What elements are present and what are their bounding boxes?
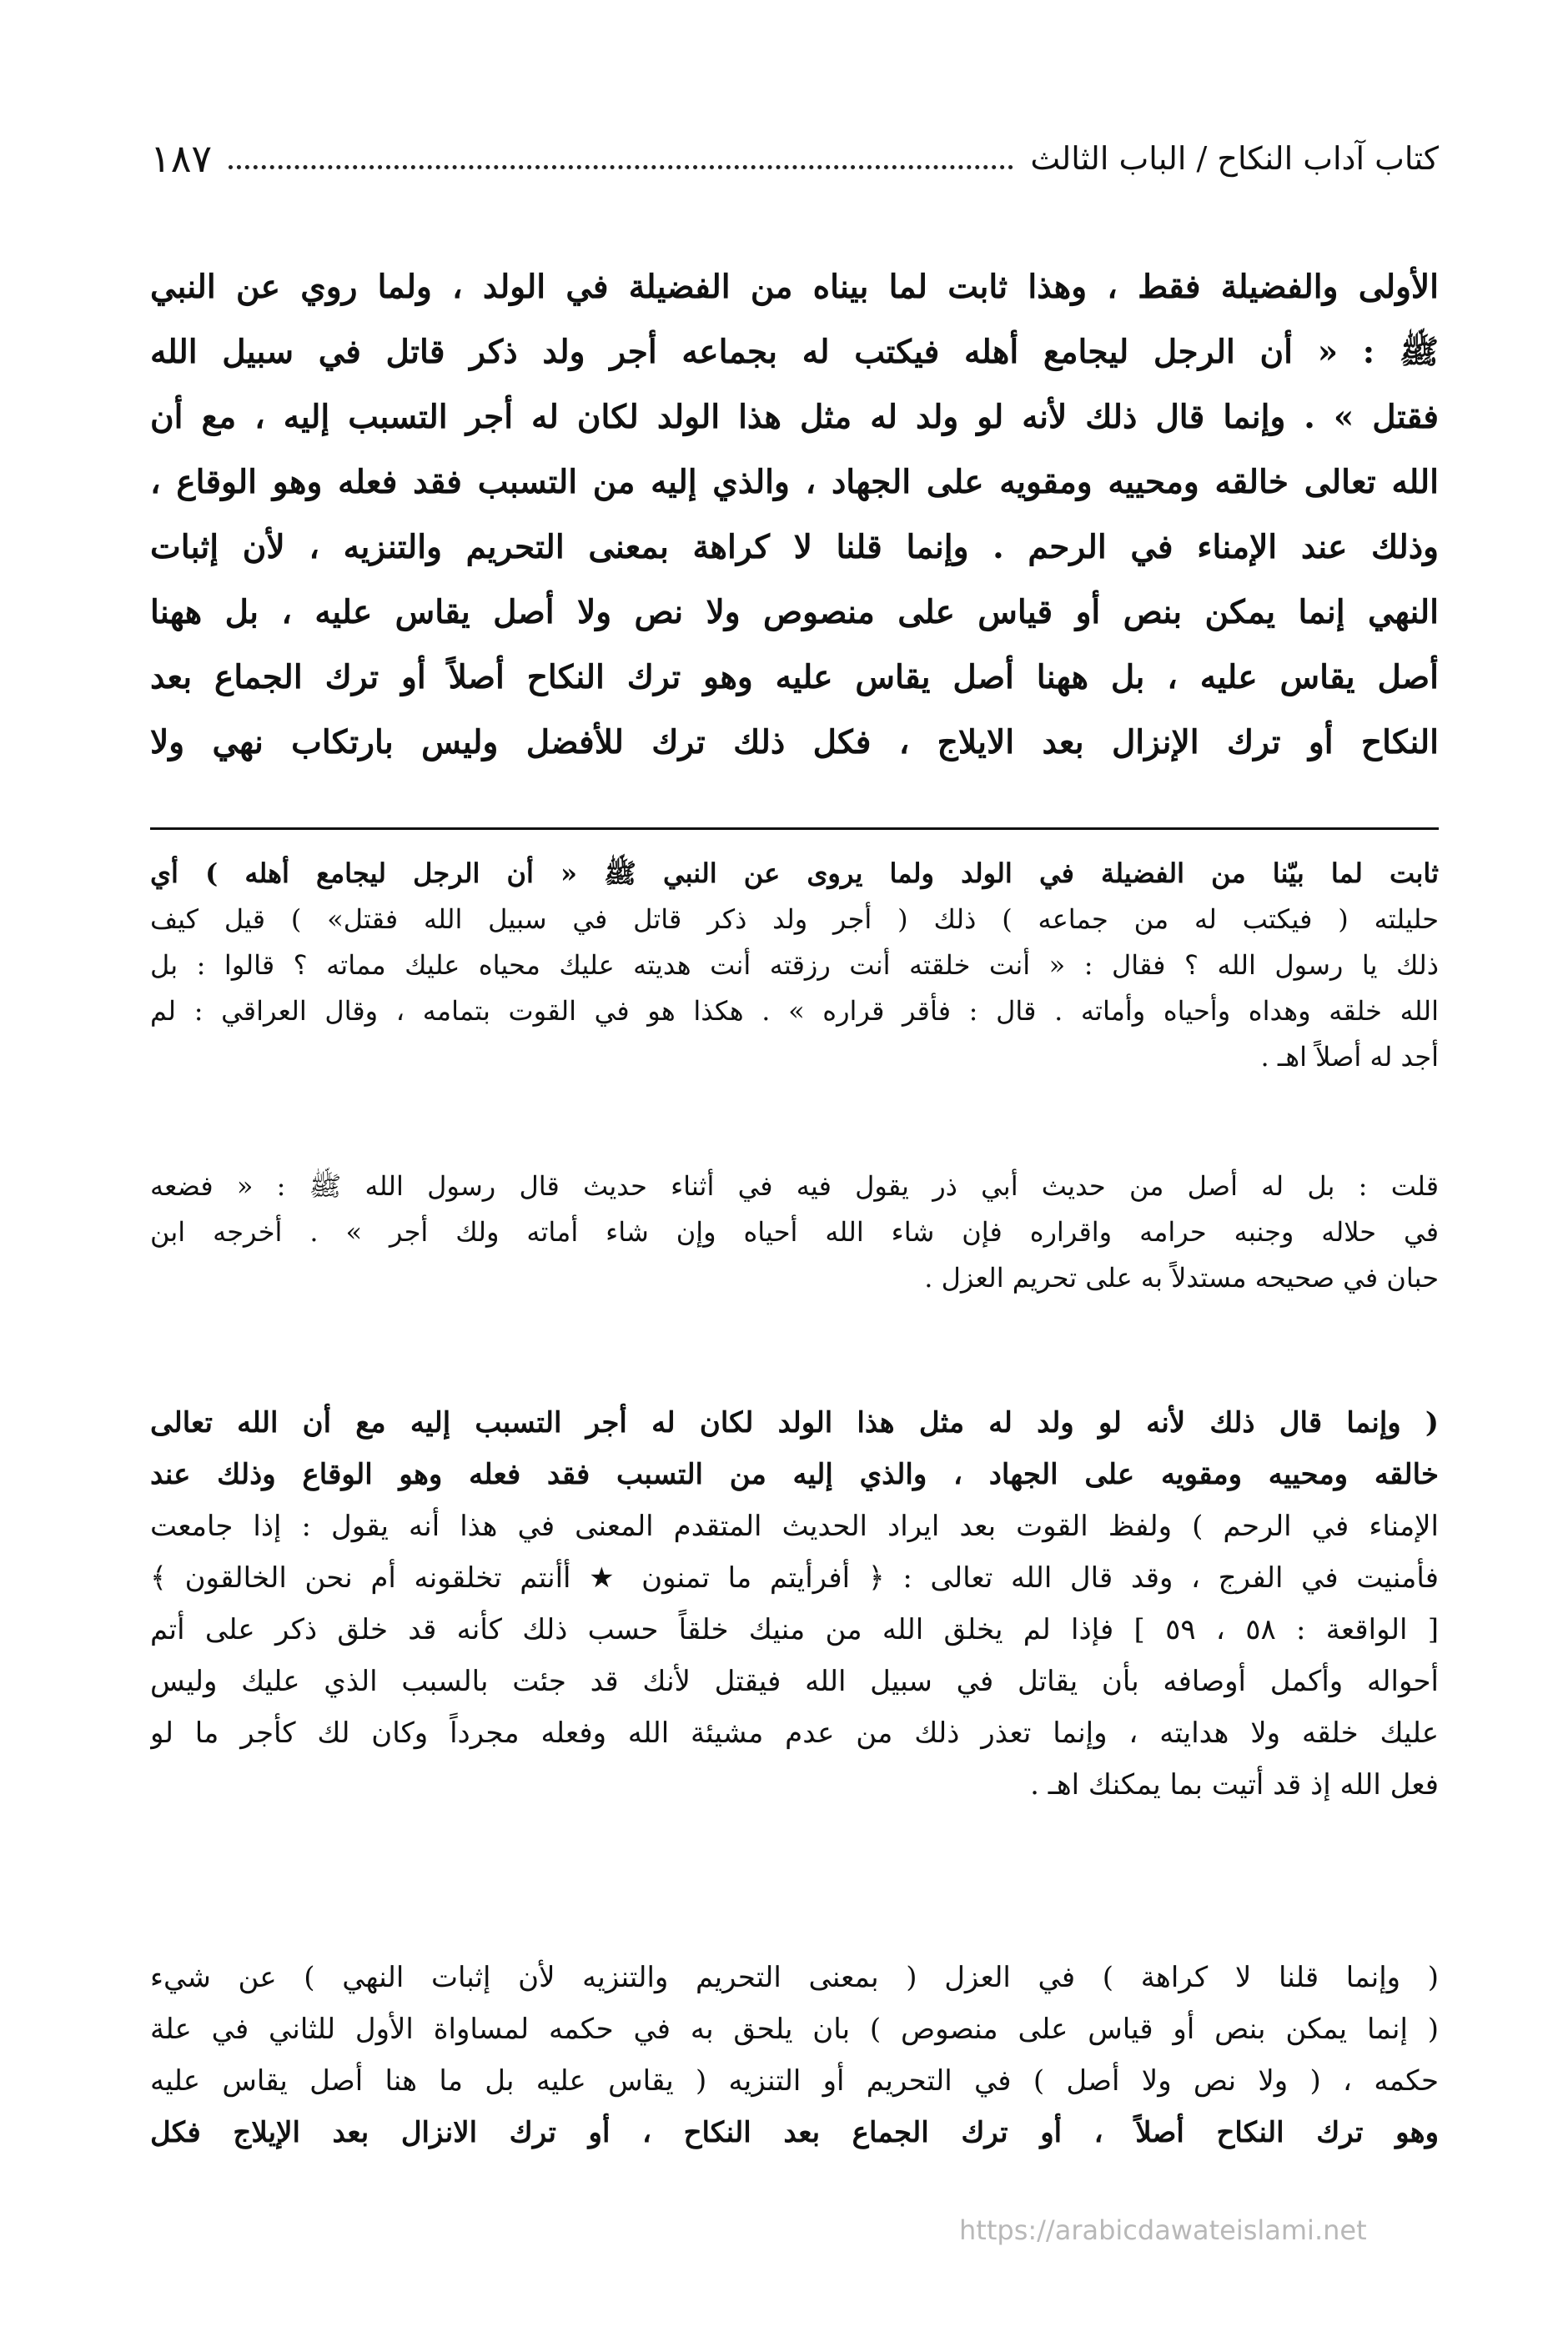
chapter-title: كتاب آداب النكاح / الباب الثالث [1030, 140, 1439, 177]
watermark-url: https://arabicdawateislami.net [959, 2214, 1367, 2246]
commentary-line: الإمناء في الرحم ) ولفظ القوت بعد ايراد الحديث المتقدم المعنى في هذا أنه يقول : إذا جامعت [150, 1510, 1439, 1543]
commentary-line: فعل الله إذ قد أتيت بما يمكنك اهـ . [1030, 1768, 1439, 1802]
main-text-line: النهي إنما يمكن بنص أو قياس على منصوص ولا نص ولا أصل يقاس عليه ، بل ههنا [150, 593, 1439, 631]
commentary-line: فأمنيت في الفرج ، وقد قال الله تعالى : ﴿ أفرأيتم ما تمنون ★ أأنتم تخلقونه أم نحن الخالقون ﴾ [150, 1561, 1439, 1595]
footnote-paragraph [150, 1163, 1439, 1301]
commentary-line: ( وإنما قال ذلك لأنه لو ولد له مثل هذا الولد لكان له أجر التسبب إليه مع أن الله تعالى [150, 1406, 1439, 1440]
commentary-paragraph [150, 1397, 1439, 1811]
footnote-line: قلت : بل له أصل من حديث أبي ذر يقول فيه في أثناء حديث قال رسول الله ﷺ : « فضعه [150, 1170, 1439, 1202]
footnote-line: في حلاله وجنبه حرامه واقراره فإن شاء الله أحياه وإن شاء أماته ولك أجر » . أخرجه ابن [150, 1216, 1439, 1248]
footnote-line: أجد له أصلاً اهـ . [1260, 1041, 1439, 1073]
footnote-line: حليلته ( فيكتب له من جماعه ) ذلك ( أجر ولد ذكر قاتل في سبيل الله فقتل» ) قيل كيف [150, 903, 1439, 935]
main-text-line: فقتل » . وإنما قال ذلك لأنه لو ولد له مثل هذا الولد لكان له أجر التسبب إليه ، مع أن [150, 398, 1439, 436]
commentary-line: خالقه ومحييه ومقويه على الجهاد ، والذي إليه من التسبب فقد فعله وهو الوقاع وذلك عند [150, 1458, 1439, 1491]
main-text-line: ﷺ : « أن الرجل ليجامع أهله فيكتب له بجماعه أجر ولد ذكر قاتل في سبيل الله [150, 333, 1439, 371]
main-text [150, 254, 1439, 775]
main-text-line: الله تعالى خالقه ومحييه ومقويه على الجهاد ، والذي إليه من التسبب فقد فعله وهو الوقاع ، [150, 463, 1439, 501]
commentary-line: أحواله وأكمل أوصافه بأن يقاتل في سبيل الله فيقتل لأنك قد جئت بالسبب الذي عليك وليس [150, 1665, 1439, 1698]
footnote-line: حبان في صحيحه مستدلاً به على تحريم العزل . [924, 1262, 1439, 1294]
running-header [150, 125, 1439, 192]
commentary-line: ( إنما يمكن بنص أو قياس على منصوص ) بان يلحق به في حكمه لمساواة الأول للثاني في علة [150, 2013, 1439, 2046]
main-text-line: النكاح أو ترك الإنزال بعد الايلاج ، فكل ذلك ترك للأفضل وليس بارتكاب نهي ولا [150, 723, 1439, 761]
main-text-line: الأولى والفضيلة فقط ، وهذا ثابت لما بيناه من الفضيلة في الولد ، ولما روي عن النبي [150, 268, 1439, 306]
commentary-line: وهو ترك النكاح أصلاً ، أو ترك الجماع بعد النكاح ، أو ترك الانزال بعد الإيلاج فكل [150, 2116, 1439, 2149]
footnote-line: الله خلقه وهداه وأحياه وأماته . قال : فأقر قراره » . هكذا هو في القوت بتمامه ، وقال العراقي : لم [150, 995, 1439, 1027]
footnote-line: ثابت لما بيّنا من الفضيلة في الولد ولما يروى عن النبي ﷺ « أن الرجل ليجامع أهله ) أي [150, 857, 1439, 889]
commentary-line: [ الواقعة : ٥٨ ، ٥٩ ] فإذا لم يخلق الله من منيك خلقاً حسب ذلك كأنه قد خلق ذكر على أتم [150, 1613, 1439, 1646]
footnote-paragraph [150, 851, 1439, 1080]
commentary-paragraph [150, 1952, 1439, 2159]
footnote-line: ذلك يا رسول الله ؟ فقال : « أنت خلقته أنت رزقته أنت هديته عليك محياه عليك مماته ؟ قالوا : بل [150, 949, 1439, 981]
text-divider [150, 827, 1439, 830]
page-number: ١٨٧ [150, 136, 213, 181]
header-dot-leader [229, 165, 1013, 169]
commentary-line: حكمه ، ( ولا نص ولا أصل ) في التحريم أو التنزيه ( يقاس عليه بل ما هنا أصل يقاس عليه [150, 2064, 1439, 2098]
main-text-line: أصل يقاس عليه ، بل ههنا أصل يقاس عليه وهو ترك النكاح أصلاً أو ترك الجماع بعد [150, 658, 1439, 696]
commentary-line: عليك خلقه ولا هدايته ، وإنما تعذر ذلك من عدم مشيئة الله وفعله مجرداً وكان لك كأجر ما لو [150, 1716, 1439, 1750]
main-text-line: وذلك عند الإمناء في الرحم . وإنما قلنا لا كراهة بمعنى التحريم والتنزيه ، لأن إثبات [150, 528, 1439, 566]
commentary-line: ( وإنما قلنا لا كراهة ) في العزل ( بمعنى التحريم والتنزيه لأن إثبات النهي ) عن شيء [150, 1961, 1439, 1994]
